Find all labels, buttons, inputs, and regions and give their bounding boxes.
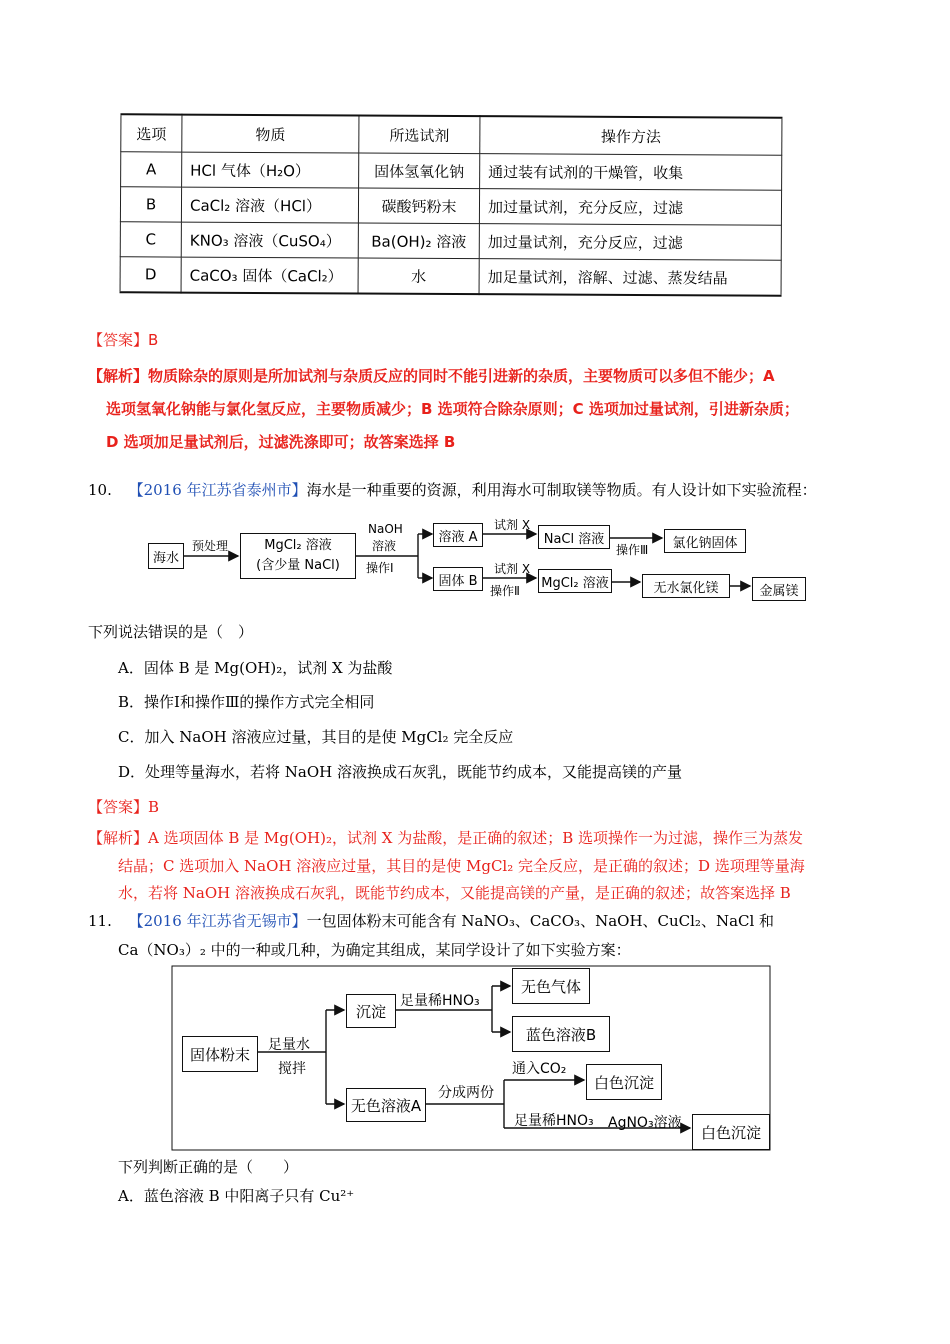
flow-label-agno3: AgNO₃溶液: [608, 1115, 682, 1131]
table-header: 操作方法: [480, 116, 782, 155]
q10-answer: 【答案】B: [88, 798, 160, 816]
flow-box-solution-a: 溶液 A: [433, 523, 483, 547]
table-header: 物质: [182, 115, 359, 153]
q11-stem-line-2: Ca（NO₃）₂ 中的一种或几种，为确定其组成，某同学设计了如下实验方案：: [118, 941, 631, 959]
table-cell: D: [120, 257, 181, 293]
q11-source: 【2016 年江苏省无锡市】: [128, 912, 307, 930]
table-cell: 固体氢氧化钠: [359, 153, 480, 189]
table-cell: 通过装有试剂的干燥管，收集: [480, 154, 782, 191]
flow-label-split: 分成两份: [438, 1085, 494, 1101]
flow-box-solid-b: 固体 B: [433, 567, 483, 591]
table-cell: 加过量试剂，充分反应，过滤: [479, 224, 781, 261]
flow-label-water: 足量水: [268, 1037, 310, 1053]
table-cell: Ba(OH)₂ 溶液: [358, 223, 479, 259]
q9-analysis-line-2: 选项氢氧化钠能与氯化氢反应，主要物质减少；B 选项符合除杂原则；C 选项加过量试剂，引进新杂质；: [106, 400, 799, 418]
flow-box-colorless-gas: 无色气体: [512, 968, 590, 1004]
flow-label-pretreat: 预处理: [192, 539, 229, 553]
flow-box-mgcl2-solution: MgCl₂ 溶液: [538, 569, 612, 593]
flow-label-reagent-x: 试剂 X: [494, 518, 531, 532]
flow-label-op2: 操作Ⅱ: [490, 584, 520, 598]
table-cell: HCl 气体（H₂O）: [182, 152, 359, 188]
q11-option-a: A．蓝色溶液 B 中阳离子只有 Cu²⁺: [118, 1187, 355, 1205]
flow-label-reagent-x: 试剂 X: [494, 562, 531, 576]
flow-box-anhydrous-mgcl2: 无水氯化镁: [642, 574, 730, 598]
q10-stem: 海水是一种重要的资源，利用海水可制取镁等物质。有人设计如下实验流程：: [306, 481, 817, 499]
flow-box-seawater: 海水: [148, 543, 184, 569]
q10-number: 10.: [88, 481, 112, 499]
flow-box-blue-solution: 蓝色溶液B: [512, 1016, 610, 1052]
table-cell: 碳酸钙粉末: [358, 188, 479, 224]
table-cell: KNO₃ 溶液（CuSO₄）: [181, 222, 358, 258]
flow-box-colorless-solution: 无色溶液A: [346, 1088, 426, 1122]
q10-option-a: A．固体 B 是 Mg(OH)₂，试剂 X 为盐酸: [118, 659, 393, 677]
flow-box-white-precipitate: 白色沉淀: [692, 1114, 770, 1150]
q9-answer: 【答案】B: [88, 331, 159, 349]
table-cell: 水: [358, 258, 479, 294]
q11-question: 下列判断正确的是（ ）: [118, 1158, 299, 1176]
flow-label-stir: 搅拌: [278, 1061, 306, 1077]
flow-label-naoh: NaOH: [368, 522, 403, 536]
q9-analysis-line-3: D 选项加足量试剂后，过滤洗涤即可；故答案选择 B: [106, 433, 456, 451]
flow-text: (含少量 NaCl): [256, 558, 340, 573]
q11-number: 11.: [88, 912, 112, 930]
q10-source: 【2016 年江苏省泰州市】: [128, 481, 307, 499]
flow-box-metal-mg: 金属镁: [752, 577, 806, 601]
table-cell: C: [120, 222, 181, 257]
flow-text: MgCl₂ 溶液: [264, 538, 332, 553]
flow-label-hno3: 足量稀HNO₃: [400, 993, 480, 1009]
flow-label-naoh-sol: 溶液: [372, 539, 397, 553]
table-header: 所选试剂: [359, 116, 480, 154]
q10-option-d: D．处理等量海水，若将 NaOH 溶液换成石灰乳，既能节约成本，又能提高镁的产量: [118, 763, 683, 781]
table-cell: 加足量试剂，溶解、过滤、蒸发结晶: [479, 259, 781, 296]
flow-label-op3: 操作Ⅲ: [616, 543, 649, 557]
table-cell: CaCO₃ 固体（CaCl₂）: [181, 257, 358, 293]
flow-box-nacl-solid: 氯化钠固体: [664, 529, 746, 553]
table-header: 选项: [121, 114, 182, 152]
q10-option-c: C．加入 NaOH 溶液应过量，其目的是使 MgCl₂ 完全反应: [118, 728, 514, 746]
q10-question: 下列说法错误的是（ ）: [88, 623, 254, 641]
q11-stem: 一包固体粉末可能含有 NaNO₃、CaCO₃、NaOH、CuCl₂、NaCl 和: [306, 912, 775, 930]
q10-analysis-line-2: 结晶；C 选项加入 NaOH 溶液应过量，其目的是使 MgCl₂ 完全反应，是正确的叙述；D 选项理等量海: [118, 857, 805, 875]
flow-label-op1: 操作Ⅰ: [366, 561, 394, 575]
flow-label-hno3: 足量稀HNO₃: [514, 1113, 594, 1129]
flow-box-precipitate: 沉淀: [346, 994, 396, 1028]
table-cell: 加过量试剂，充分反应，过滤: [479, 189, 781, 226]
q10-analysis-line-3: 水，若将 NaOH 溶液换成石灰乳，既能节约成本，又能提高镁的产量，是正确的叙述；故答案选择 B: [118, 884, 791, 902]
flow-box-nacl-solution: NaCl 溶液: [538, 525, 610, 549]
flow-box-solid-powder: 固体粉末: [182, 1036, 258, 1072]
flow-label-co2: 通入CO₂: [512, 1061, 567, 1077]
table-cell: A: [121, 152, 182, 187]
q9-analysis-line-1: 【解析】物质除杂的原则是所加试剂与杂质反应的同时不能引进新的杂质，主要物质可以多但不能少；A: [88, 367, 775, 385]
q10-analysis-line-1: 【解析】A 选项固体 B 是 Mg(OH)₂，试剂 X 为盐酸，是正确的叙述；B 选项操作一为过滤，操作三为蒸发: [88, 829, 803, 847]
table-cell: B: [120, 187, 181, 222]
q10-option-b: B．操作Ⅰ和操作Ⅲ的操作方式完全相同: [118, 693, 375, 711]
table-cell: CaCl₂ 溶液（HCl）: [181, 187, 358, 223]
flow-box-white-precipitate: 白色沉淀: [586, 1064, 662, 1100]
